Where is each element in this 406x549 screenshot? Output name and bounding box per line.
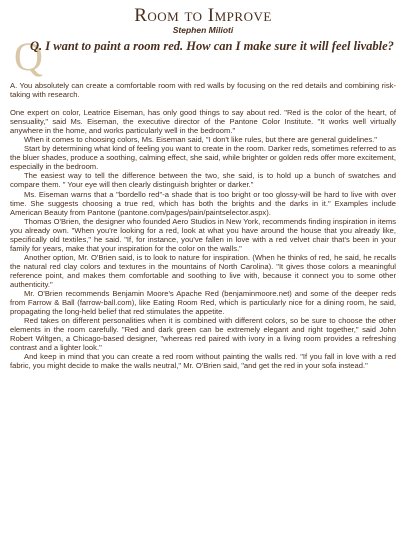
paragraph: Red takes on different personalities when it is combined with different colors, so be sure to choose the other elements in the room carefully. "Red and dark green can be extremely elegant and right together," said John Robert Wiltgen, a Chicago-based designer, "whereas red paired with ivory in a living room provides a refreshing contrast and a lighter look.": [10, 316, 396, 353]
paragraph: And keep in mind that you can create a red room without painting the walls red. "If you fall in love with a red fabric, you might decide to make the walls neutral," Mr. O'Brien said, "and get the red in your sofa instead.": [10, 352, 396, 371]
paragraph: One expert on color, Leatrice Eiseman, has only good things to say about red. "Red is the color of the heart, of sensuality," said Ms. Eiseman, the executive director of the Pantone Color Institute. "It works well virtually anywhere in the home, and works particularly well in the bedroom.": [10, 108, 396, 136]
answer-intro: A. You absolutely can create a comfortable room with red walls by focusing on the red details and combining risk-taking with research.: [10, 81, 396, 100]
paragraph: Start by determining what kind of feeling you want to create in the room. Darker reds, sometimes referred to as the bluer shades, produce a soothing, calming effect, she said, while brighter or golden reds offer more excitement, especially in the bedroom.: [10, 144, 396, 172]
question-drop-cap: Q: [14, 34, 43, 79]
paragraph: Another option, Mr. O'Brien said, is to look to nature for inspiration. (When he thinks of red, he said, he recalls the natural red clay colors and textures in the mountains of North Carolina). "It gives those colors a meaningful reference point, and makes them comfortable and soothing to live with, because it connect you to some other authenticity.": [10, 252, 396, 289]
paragraph: Mr. O'Brien recommends Benjamin Moore's Apache Red (benjaminmoore.net) and some of the deeper reds from Farrow & Ball (farrow-ball.com), like Eating Room Red, which is particularly nice for a dining room, he said, propagating the long-held belief that red stimulates the appetite.: [10, 289, 396, 317]
paragraph: Ms. Eiseman warns that a "bordello red"-a shade that is too bright or too glossy-will be hard to live with over time. She suggests choosing a true red, which has both the brights and the darks in it." Examples include American Beauty from Pantone (pantone.com/pages/pain/paintselector.aspx).: [10, 189, 396, 217]
paragraph: Thomas O'Brien, the designer who founded Aero Studios in New York, recommends finding inspiration in items you already own. "When you're looking for a red, look at what you have around the house that you already like, specifically old textiles," he said. "If, for instance, you've fallen in love with a red velvet chair that's been in your family for years, make that your inspiration for the color on the walls.": [10, 216, 396, 253]
paragraph: The easiest way to tell the difference between the two, she said, is to hold up a bunch of swatches and compare them. " Your eye will then clearly distinguish brighter or darker.": [10, 171, 396, 190]
article-body: [10, 81, 396, 370]
article-title: Room to Improve: [134, 5, 272, 26]
question-block: [14, 34, 396, 79]
article-byline: Stephen Milioti: [172, 25, 234, 35]
question-text: Q. I want to paint a room red. How can I make sure it will feel livable?: [30, 39, 394, 53]
paragraph: When it comes to choosing colors, Ms. Eiseman said, "I don't like rules, but there are general guidelines.": [24, 135, 377, 145]
